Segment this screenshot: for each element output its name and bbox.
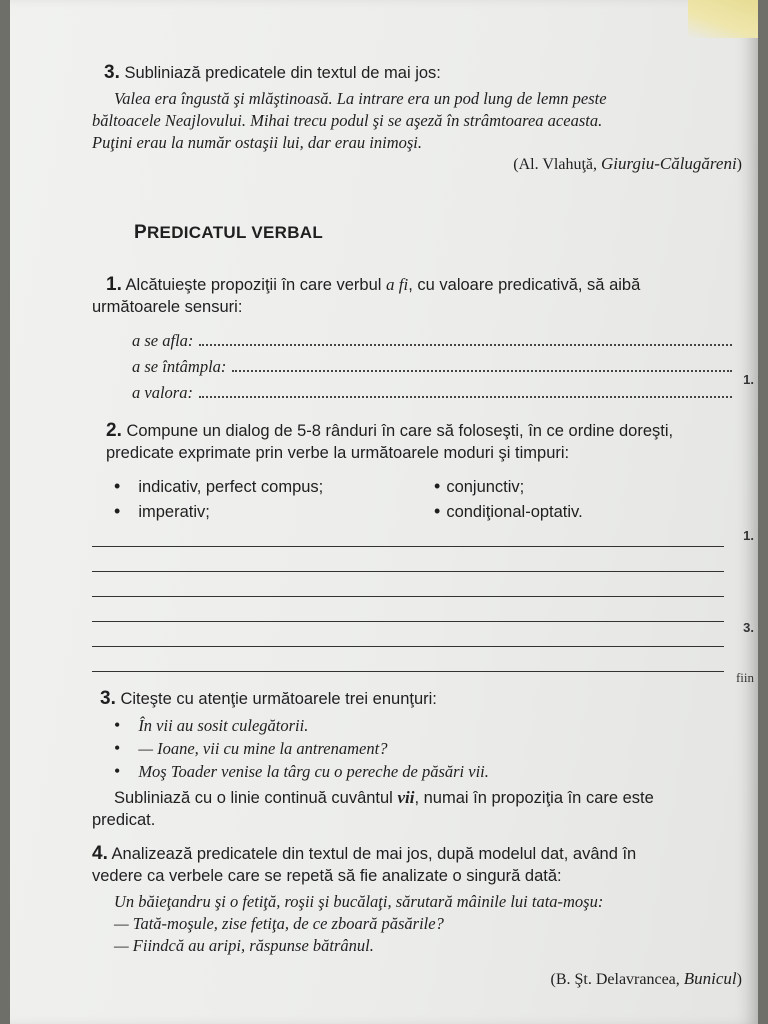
edge-mark: 1. [743, 372, 754, 387]
quote-line: — Tată-moşule, zise fetiţa, de ce zboară păsările? [114, 914, 444, 933]
sentence: • — Ioane, vii cu mine la antrenament? [114, 737, 742, 760]
exercise-prev [92, 62, 742, 174]
answer-line[interactable] [92, 622, 724, 647]
quote-line: — Fiindcă au aripi, răspunse bătrânul. [114, 936, 374, 955]
page-content [92, 62, 742, 989]
exercise-number: 4. [92, 843, 108, 864]
exercise-1: 1. Alcătuieşte propoziţii în care verbul a fi, cu valoare predicativă, să aibă următoarele sensuri: a se afla: a se întâmpla: a valora: [92, 274, 742, 408]
exercise-4: 4. Analizează predicatele din textul de mai jos, după modelul dat, având în vedere ca verbele care se repetă să fie analizate o singură dată: Un băieţandru şi o fetiţă, roşii şi bucălaţi, sărutară mâinile lui tata-moşu: — Tată-moşule, zise fetiţa, de ce zboară păsările? — Fiindcă au aripi, răspunse bătrânul. (B. Şt. Delavrancea, Bunicul) [92, 843, 742, 988]
section-title: PREDICATUL VERBAL [134, 222, 324, 243]
exercise-number: 1. [106, 274, 122, 295]
answer-line[interactable] [92, 572, 724, 597]
quote-source: (B. Şt. Delavrancea, Bunicul) [550, 969, 742, 988]
mood-item: • indicativ, perfect compus; [114, 476, 434, 497]
exercise-3: 3. Citeşte cu atenţie următoarele trei enunţuri: • În vii au sosit culegătorii. • — Ioane, vii cu mine la antrenament? • Moş Toader venise la târg cu o pereche de păsări vii. Subliniază cu o linie continuă cuvântul vii, numai în propoziţia în care este predicat. [92, 688, 742, 831]
answer-line[interactable] [92, 522, 724, 547]
dialog-writing-area [92, 522, 742, 672]
answer-line[interactable] [132, 356, 732, 382]
quote-line: Un băieţandru şi o fetiţă, roşii şi bucălaţi, sărutară mâinile lui tata-moşu: [114, 892, 604, 911]
exercise-2: 2. Compune un dialog de 5-8 rânduri în care să foloseşti, în ce ordine doreşti, predicate exprimate prin verbe la următoarele moduri şi timpuri: • indicativ, perfect compus; • conjunctiv; • imperativ; • condiţional-optativ. [92, 420, 742, 672]
mood-item: • condiţional-optativ. [434, 501, 734, 522]
answer-line[interactable] [132, 382, 732, 408]
sentence: • Moş Toader venise la târg cu o pereche de păsări vii. [114, 760, 742, 783]
adjacent-page-corner [688, 0, 758, 38]
exercise-instruction: Subliniază predicatele din textul de mai jos: [124, 64, 441, 82]
sense-label: a se întâmpla: [132, 357, 227, 376]
answer-line[interactable] [92, 647, 724, 672]
quote-source: (Al. Vlahuţă, Giurgiu-Călugăreni) [513, 154, 742, 173]
answer-line[interactable] [132, 330, 732, 356]
quote-line: Puţini erau la număr ostaşii lui, dar erau inimoşi. [92, 133, 423, 152]
answer-line[interactable] [92, 547, 724, 572]
answer-line[interactable] [92, 597, 724, 622]
quote-line: Valea era îngustă şi mlăştinoasă. La intrare era un pod lung de lemn peste [114, 89, 607, 108]
quote-block [114, 891, 742, 957]
sentence-list [114, 714, 742, 783]
sense-label: a valora: [132, 383, 193, 402]
sense-label: a se afla: [132, 331, 194, 350]
quote-line: băltoacele Neajlovului. Mihai trecu podul şi se aşeză în strâmtoarea aceasta. [92, 111, 603, 130]
sentence: • În vii au sosit culegătorii. [114, 714, 742, 737]
textbook-page [10, 0, 758, 1024]
edge-mark: 3. [743, 620, 754, 635]
mood-list [114, 476, 742, 522]
exercise-number: 3. [104, 62, 120, 83]
exercise-number: 3. [100, 688, 116, 709]
exercise-number: 2. [106, 420, 122, 441]
mood-item: • conjunctiv; [434, 476, 734, 497]
mood-item: • imperativ; [114, 501, 434, 522]
edge-mark: 1. [743, 528, 754, 543]
edge-mark: fiin [735, 670, 754, 685]
